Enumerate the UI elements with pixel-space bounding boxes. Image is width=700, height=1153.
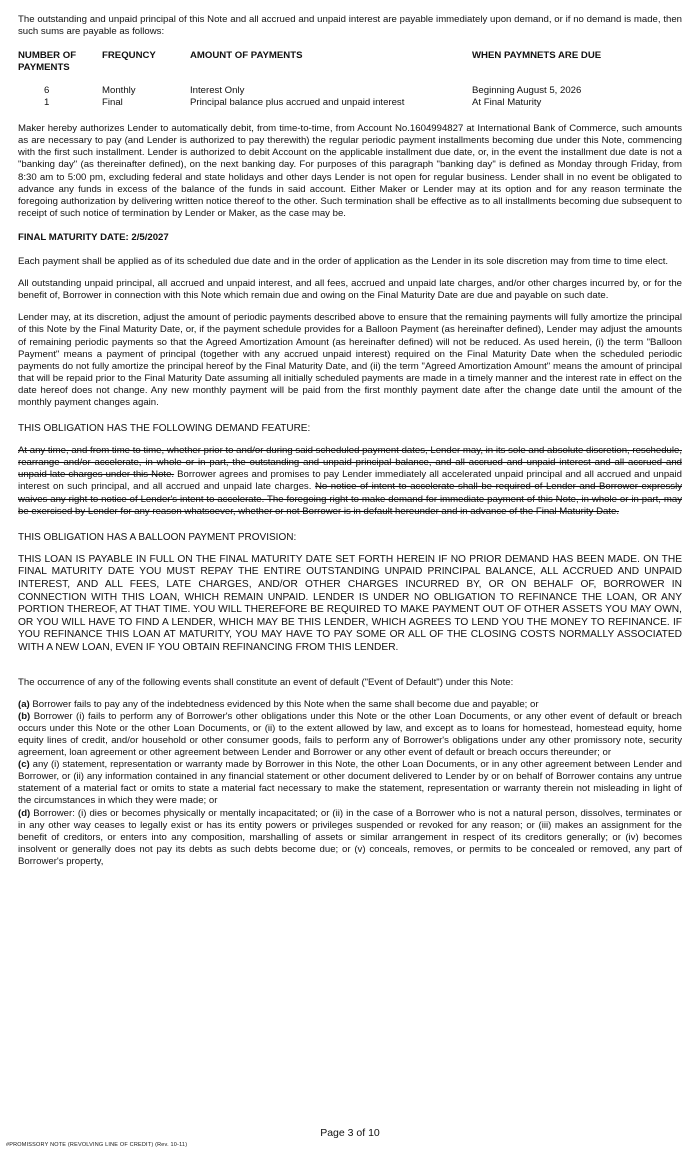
balloon-heading: THIS OBLIGATION HAS A BALLOON PAYMENT PROVISION: — [18, 531, 297, 543]
list-item — [18, 711, 682, 759]
item-tag: (a) — [18, 698, 30, 710]
cell-amount: Principal balance plus accrued and unpaid interest — [190, 97, 405, 109]
list-item — [18, 808, 682, 868]
adjust-payments-paragraph: Lender may, at its discretion, adjust the amount of periodic payments described above to ensure that the remaining payments will fully amortize the principal of this Note by the Final Maturity Date, or, if the payment schedule provides for a Balloon Payment (as hereinafter defined), Lender may adjust the amounts of remaining periodic payments so that the Agreed Amortization Amount (as hereinafter defined) will not be reduced. As used herein, (i) the term "Balloon Payment" means a payment of principal (together with any accrued unpaid interest) required on the Final Maturity Date when the scheduled periodic payments do not fully amortize the principal hereof by the Final Maturity Date, and (ii) the term "Agreed Amortization Amount" means the amount of principal that will be repaid prior to the Final Maturity Date assuming all initially scheduled payments are made in a timely manner and the interest rate in effect on the date hereof does not change. Any new monthly payment will be paid from the first monthly payment date after the change date until the amount of the monthly payment changes again. — [18, 312, 682, 408]
header-when-due: WHEN PAYMNETS ARE DUE — [472, 50, 602, 62]
cell-amount: Interest Only — [190, 85, 245, 97]
struck-text: At any time, and from time to time, whether prior to and/or during said scheduled payment dates, Lender may, in its sole and absolute discretion, reschedule, rearrange and/or accelerate, in whole or in part, the outstanding and unpaid principal balance, and all accrued and unpaid interest and all accrued and unpaid late charges under this Note. — [18, 445, 682, 481]
item-text: any (i) statement, representation or warranty made by Borrower in this Note, the other Loan Documents, or in any other agreement between Lender and Borrower, or (ii) any information contained in any financial statement or other document delivered to Lender by or on behalf of Borrower contains any untrue statement of a material fact or omits to state a material fact necessary to make the statement, representation or warranty therein not misleading in light of the circumstances in which they were made; or — [18, 759, 682, 807]
list-item — [18, 759, 682, 807]
default-intro: The occurrence of any of the following events shall constitute an event of default ("Event of Default") under this Note: — [18, 676, 514, 688]
list-item — [18, 699, 682, 711]
item-text: Borrower (i) fails to perform any of Borrower's other obligations under this Note or the other Loan Documents, or any other event of default or breach occurs under this Note or the other Loan Documents, or (ii) to the extent allowed by law, and except as to loans for homestead, homestead equity, home equity lines of credit, and/or household or other consumer goods, fails to perform any of Borrower's obligations under any other promissory note, security agreement, loan agreement or other agreement between Lender and Borrower or any other event of default or breach occurs thereunder; or — [18, 710, 682, 759]
page-number: Page 3 of 10 — [320, 1127, 380, 1139]
demand-feature-heading: THIS OBLIGATION HAS THE FOLLOWING DEMAND FEATURE: — [18, 423, 311, 435]
item-tag: (c) — [18, 759, 30, 771]
intro-paragraph: The outstanding and unpaid principal of this Note and all accrued and unpaid interest are payable immediately upon demand, or if no demand is made, then such sums are payable as follows: — [18, 14, 682, 38]
form-identifier: #PROMISSORY NOTE (REVOLVING LINE OF CREDIT) (Rev. 10-11) — [6, 1142, 188, 1148]
header-number-of-payments: NUMBER OF PAYMENTS — [18, 50, 77, 74]
payment-schedule-table — [18, 50, 682, 109]
item-tag: (b) — [18, 710, 31, 722]
cell-frequency: Final — [102, 97, 123, 109]
final-maturity-line — [18, 232, 682, 244]
document-page — [18, 14, 682, 868]
struck-text: No notice of intent to accelerate shall be required of Lender and Borrower expressly waives any right to notice of Lender's intent to accelerate. The foregoing right to make demand for immediate payment of this Note, in whole or in part, may be exercised by Lender for any reason whatsoever, whether or not Borrower is in default hereunder and in advance of the Final Maturity Date. — [18, 481, 682, 517]
balloon-paragraph: THIS LOAN IS PAYABLE IN FULL ON THE FINAL MATURITY DATE SET FORTH HEREIN IF NO PRIOR DEMAND HAS BEEN MADE. ON THE FINAL MATURITY DATE YOU MUST REPAY THE ENTIRE OUTSTANDING UNPAID PRINCIPAL BALANCE, ALL ACCRUED AND UNPAID INTEREST, AND ALL FEES, LATE CHARGES, AND/OR OTHER CHARGES INCURRED BY, OR ON BEHALF OF, BORROWER IN CONNECTION WITH THIS LOAN, WHICH REMAIN UNPAID. LENDER IS UNDER NO OBLIGATION TO REFINANCE THE LOAN, OR ANY PORTION THEREOF, AT THAT TIME. YOU WILL THEREFORE BE REQUIRED TO MAKE PAYMENT OUT OF OTHER ASSETS YOU MAY OWN, OR YOU WILL HAVE TO FIND A LENDER, WHICH MAY BE THIS LENDER, WHICH AGREES TO LEND YOU THE MONEY TO REFINANCE. IF YOU REFINANCE THIS LOAN AT MATURITY, YOU MAY HAVE TO PAY SOME OR ALL OF THE CLOSING COSTS NORMALLY ASSOCIATED WITH A NEW LOAN, EVEN IF YOU OBTAIN REFINANCING FROM THIS LENDER. — [18, 553, 682, 653]
table-row — [18, 85, 682, 97]
table-row — [18, 97, 682, 109]
item-text: Borrower: (i) dies or becomes physically or mentally incapacitated; or (ii) in the case of a Borrower who is not a natural person, dissolves, terminates or in any other way ceases to legally exist or has its entity powers or privileges suspended or revoked for any reason; or (iii) makes an assignment for the benefit of creditors, or enters into any composition, marshalling of assets or similar arrangement in respect of its creditors generally; or (iv) becomes insolvent or generally does not pay its debts as such debts become due; or (v) conceals, removes, or permits to be concealed or removed, any part of Borrower's property, — [18, 807, 682, 867]
events-of-default — [18, 677, 682, 868]
demand-feature-paragraph — [18, 445, 682, 518]
final-maturity-date: 2/5/2027 — [131, 231, 169, 243]
table-header-row — [18, 50, 682, 85]
cell-frequency: Monthly — [102, 85, 136, 97]
item-tag: (d) — [18, 807, 31, 819]
cell-due: Beginning August 5, 2026 — [472, 85, 582, 97]
item-text: Borrower fails to pay any of the indebtedness evidenced by this Note when the same shall become due and payable; or — [29, 698, 539, 710]
demand-text: Borrower agrees and promises to pay Lender immediately all accelerated unpaid principal and all accrued and unpaid interest on such principal, and all accrued and unpaid late charges. — [18, 469, 682, 493]
cell-due: At Final Maturity — [472, 97, 542, 109]
autodebit-paragraph: Maker hereby authorizes Lender to automatically debit, from time-to-time, from Account No.1604994827 at International Bank of Commerce, such amounts as are necessary to pay (and Lender is authorized to pay therewith) the regular periodic payment installments becoming due under this Note, commencing with the first such installment. Lender is authorized to debit Account on the applicable installment due date, or, in the event the installment due date is not a "banking day" (as thereinafter defined), on the next banking day. For purposes of this paragraph "banking day" is defined as Monday through Friday, from 8:30 am to 5:00 pm, excluding federal and state holidays and other days Lender is not open for regular business. Lender shall in no event be obligated to advance any funds in excess of the balance of the funds in said account. Either Maker or Lender may at its option and for any reason terminate the foregoing authorization by delivering written notice thereof to the other. Such termination shall be effective as to all installments becoming due subsequent to receipt of such notice of termination by Lender or Maker, as the case may be. — [18, 123, 682, 219]
cell-count: 1 — [44, 97, 50, 109]
outstanding-paragraph: All outstanding unpaid principal, all accrued and unpaid interest, and all fees, accrued and unpaid late charges, and/or other charges incurred by, or for the benefit of, Borrower in connection with this Note which remain due and owing on the Final Maturity Date are due and payable on such date. — [18, 278, 682, 302]
header-amount: AMOUNT OF PAYMENTS — [190, 50, 303, 62]
final-maturity-label: FINAL MATURITY DATE: — [18, 231, 129, 243]
application-paragraph: Each payment shall be applied as of its scheduled due date and in the order of application as the Lender in its sole discretion may from time to time elect. — [18, 256, 669, 268]
cell-count: 6 — [44, 85, 50, 97]
header-frequency: FREQUNCY — [102, 50, 156, 62]
